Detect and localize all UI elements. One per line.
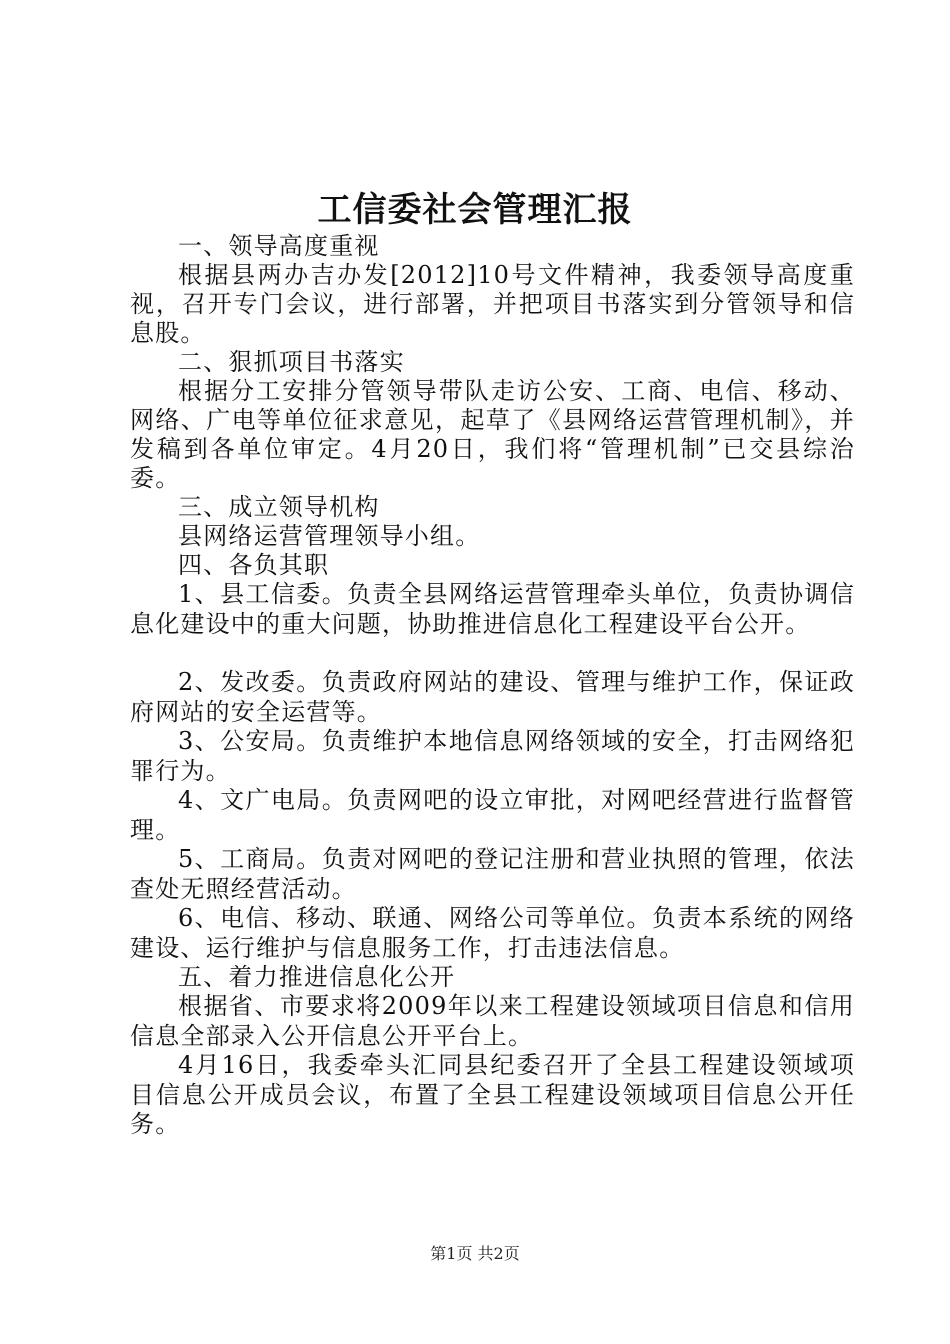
- paragraph-implementation: 根据分工安排分管领导带队走访公安、工商、电信、移动、网络、广电等单位征求意见，起草了《县网络运营管理机制》，并发稿到各单位审定。4月20日，我们将“管理机制”已交县综治委。: [130, 377, 855, 492]
- section-heading-4: 四、各负其职: [178, 551, 330, 579]
- document-title: 工信委社会管理汇报: [317, 190, 633, 230]
- duty-item-1: 1、县工信委。负责全县网络运营管理牵头单位，负责协调信息化建设中的重大问题，协助推进信息化工程建设平台公开。: [130, 580, 855, 638]
- document-body: [130, 232, 855, 1140]
- paragraph-leading-group: 县网络运营管理领导小组。: [178, 522, 481, 550]
- duty-item-2: 2、发改委。负责政府网站的建设、管理与维护工作，保证政府网站的安全运营等。: [130, 668, 855, 726]
- paragraph-meeting: 4月16日，我委牵头汇同县纪委召开了全县工程建设领域项目信息公开成员会议，布置了全县工程建设领域项目信息公开任务。: [130, 1051, 855, 1138]
- duty-item-3: 3、公安局。负责维护本地信息网络领域的安全，打击网络犯罪行为。: [130, 727, 855, 785]
- duty-item-6: 6、电信、移动、联通、网络公司等单位。负责本系统的网络建设、运行维护与信息服务工作，打击违法信息。: [130, 904, 855, 962]
- section-heading-1: 一、领导高度重视: [178, 232, 380, 260]
- section-heading-2: 二、狠抓项目书落实: [178, 348, 405, 376]
- blank-line: [130, 639, 855, 668]
- paragraph-leadership: 根据县两办吉办发[2012]10号文件精神，我委领导高度重视，召开专门会议，进行部署，并把项目书落实到分管领导和信息股。: [130, 261, 855, 347]
- duty-item-5: 5、工商局。负责对网吧的登记注册和营业执照的管理，依法查处无照经营活动。: [130, 845, 855, 903]
- duty-item-4: 4、文广电局。负责网吧的设立审批，对网吧经营进行监督管理。: [130, 786, 855, 844]
- paragraph-info-entry: 根据省、市要求将2009年以来工程建设领域项目信息和信用信息全部录入公开信息公开平台上。: [130, 992, 855, 1050]
- section-heading-3: 三、成立领导机构: [178, 493, 380, 521]
- section-heading-5: 五、着力推进信息化公开: [178, 963, 456, 991]
- page-footer: 第1页 共2页: [430, 1244, 520, 1263]
